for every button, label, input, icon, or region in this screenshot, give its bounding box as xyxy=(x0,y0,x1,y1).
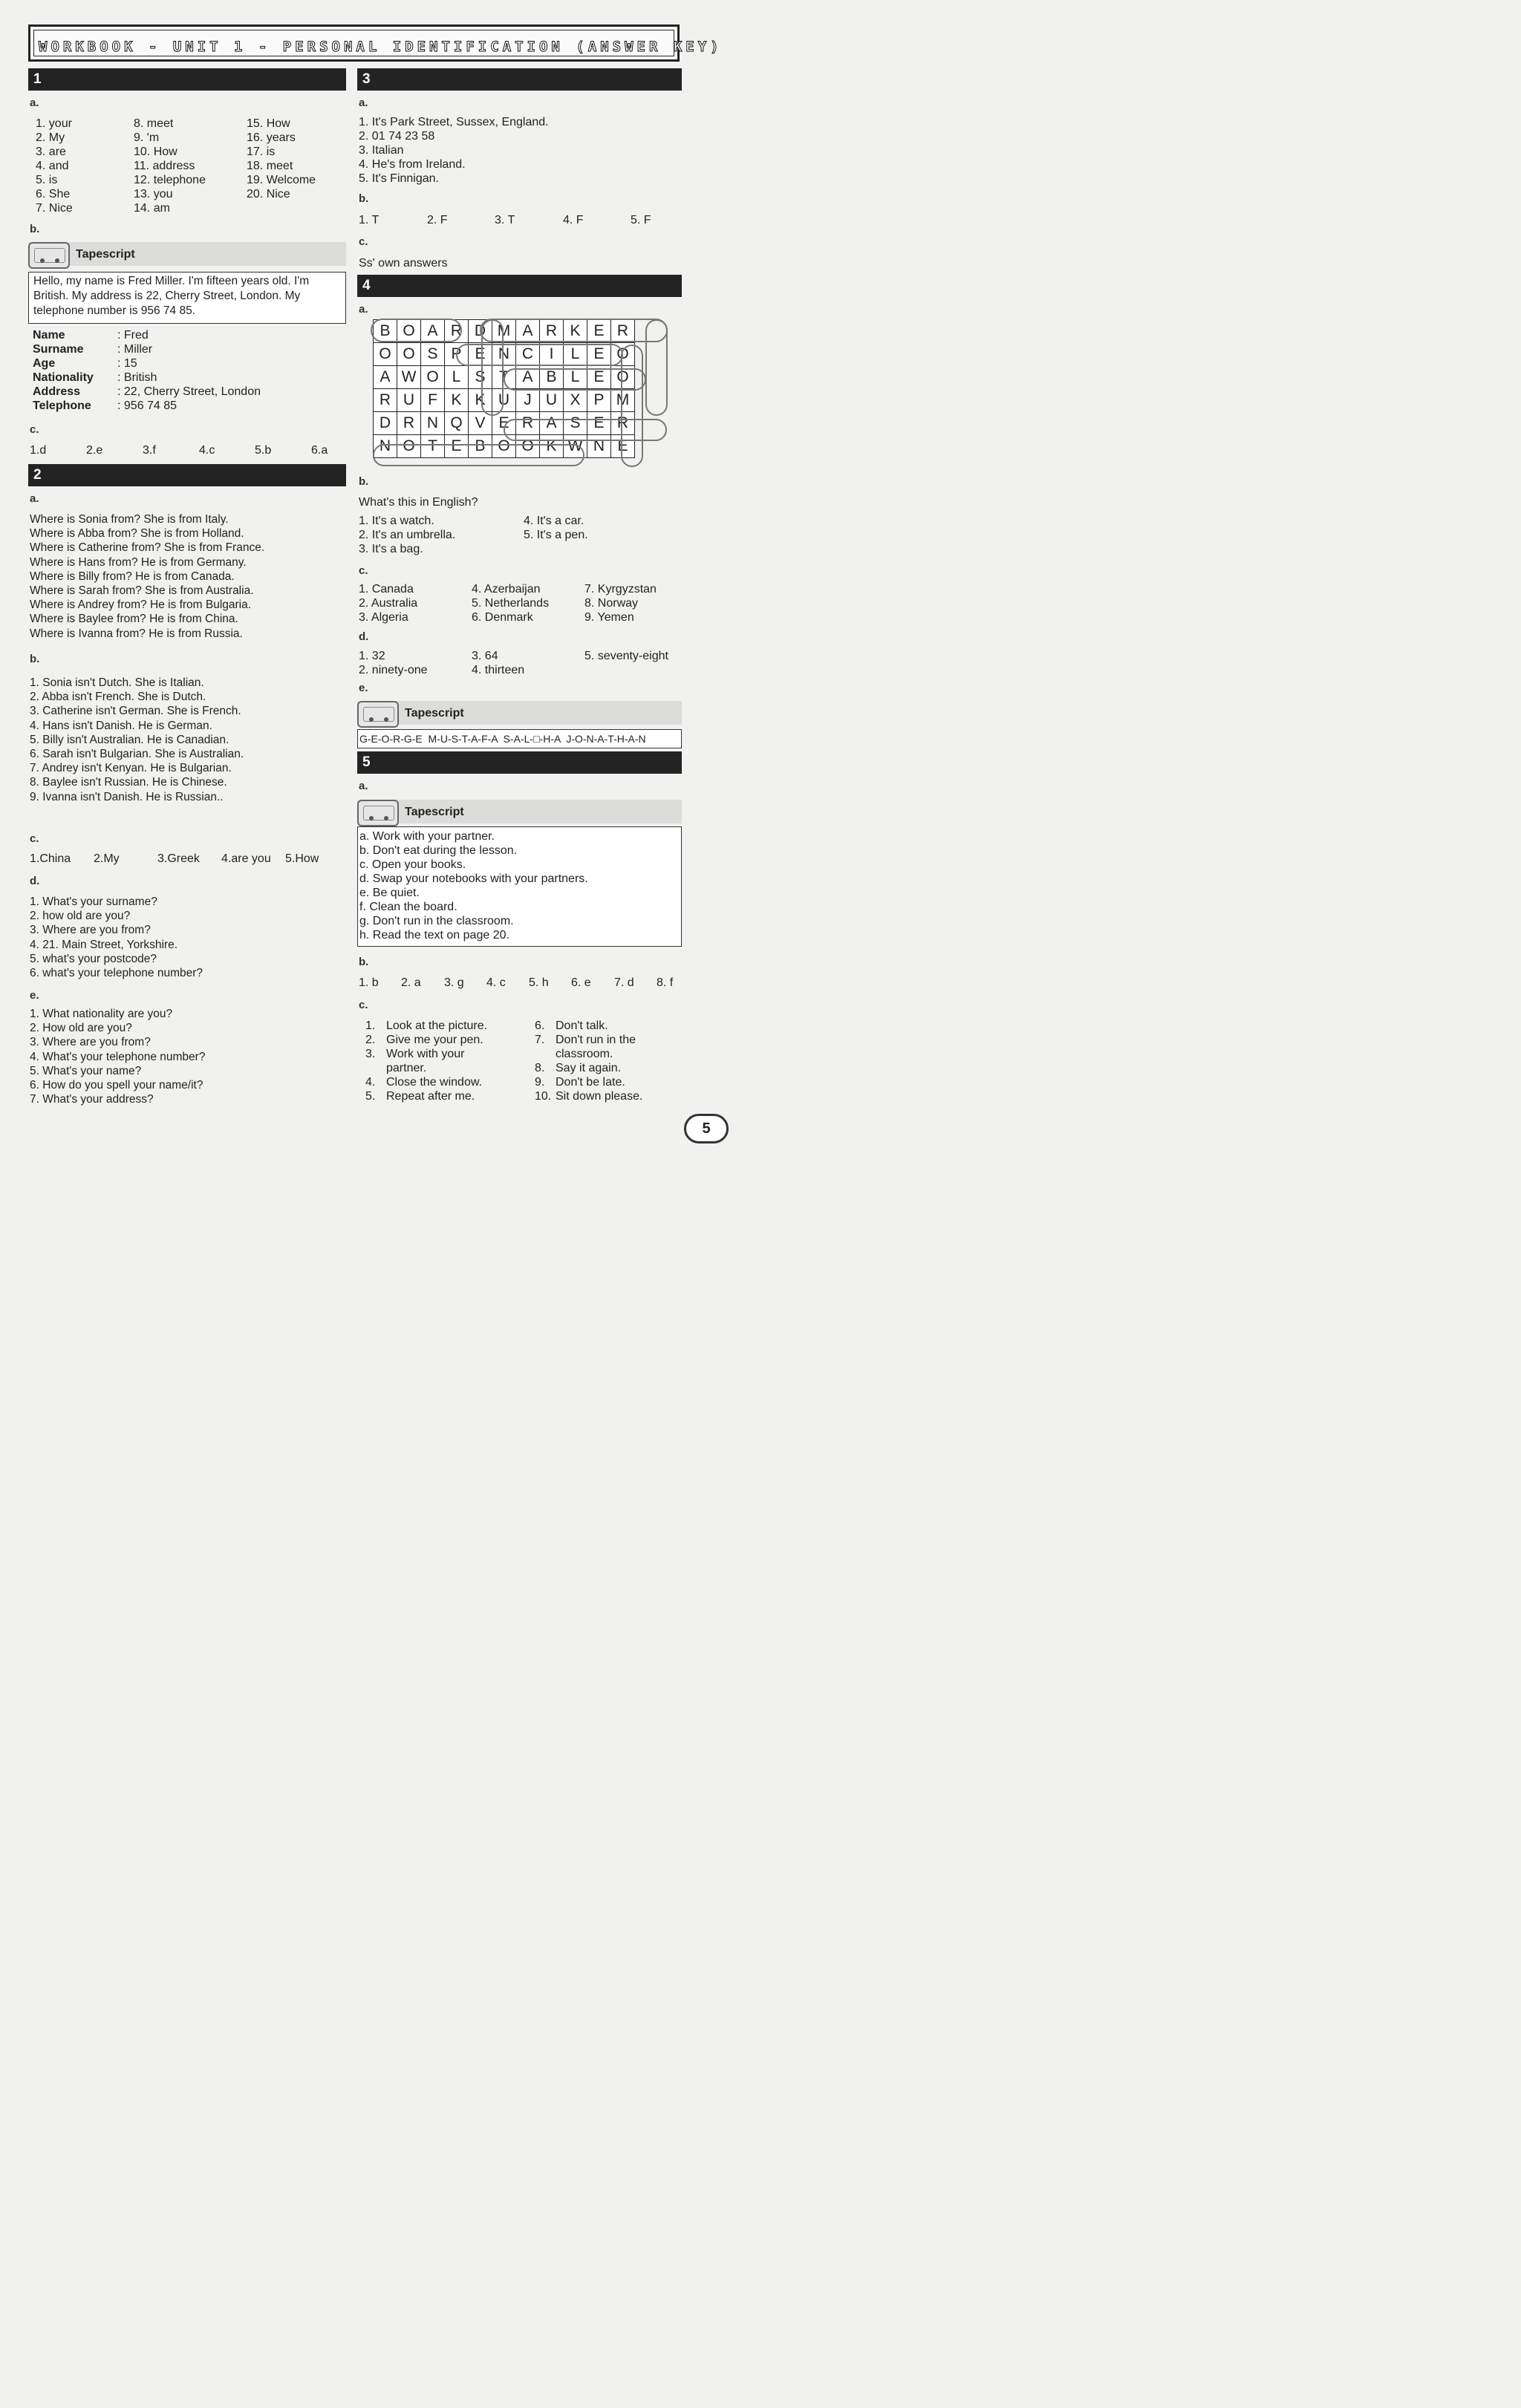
list-item: 3. Where are you from? xyxy=(30,924,151,937)
list-item: h. Read the text on page 20. xyxy=(359,929,509,942)
grid-cell: S xyxy=(564,412,587,435)
section-1-header xyxy=(28,68,346,91)
grid-cell: K xyxy=(469,389,492,412)
answer-item: 4.c xyxy=(199,444,215,457)
list-item: 6. Sarah isn't Bulgarian. She is Australian. xyxy=(30,748,244,761)
list-item: 3. Catherine isn't German. She is French. xyxy=(30,705,241,718)
spelled-names: G-E-O-R-G-E M-U-S-T-A-F-A S-A-L-□-H-A J-O-N-A-T-H-A-N xyxy=(359,733,646,745)
list-item: Where is Abba from? She is from Holland. xyxy=(30,527,244,541)
list-item: 1. It's a watch. xyxy=(359,515,434,527)
list-item: 4. thirteen xyxy=(472,664,525,676)
list-item: 6. She xyxy=(36,188,71,200)
exercise-label: b. xyxy=(359,956,369,968)
grid-cell: O xyxy=(611,343,635,366)
item-text: Look at the picture. xyxy=(386,1019,488,1032)
grid-cell: E xyxy=(587,412,611,435)
grid-cell: B xyxy=(374,320,397,343)
list-item: 5. It's a pen. xyxy=(524,529,588,541)
item-text: Say it again. xyxy=(556,1062,622,1074)
list-item: 3. It's a bag. xyxy=(359,543,423,555)
list-item: 2. ninety-one xyxy=(359,664,428,676)
grid-cell: O xyxy=(374,343,397,366)
grid-cell: Q xyxy=(445,412,469,435)
grid-cell: E xyxy=(445,435,469,458)
section-3-header xyxy=(357,68,682,91)
grid-cell: A xyxy=(516,320,540,343)
exercise-label: a. xyxy=(30,97,39,109)
list-item: 3. 64 xyxy=(472,650,498,662)
answer-item: 2. a xyxy=(401,976,421,989)
answer-list xyxy=(359,649,428,677)
grid-cell: R xyxy=(374,389,397,412)
list-item: Where is Ivanna from? He is from Russia. xyxy=(30,627,243,640)
list-item: 6. Denmark xyxy=(472,611,533,624)
word-search-puzzle xyxy=(373,319,635,458)
grid-cell: S xyxy=(421,343,445,366)
item-number xyxy=(535,1047,556,1061)
section-number: 1 xyxy=(33,71,42,87)
tapescript-box xyxy=(357,826,682,947)
section-number: 5 xyxy=(362,754,371,770)
answer-item: 1. b xyxy=(359,976,379,989)
grid-cell: S xyxy=(469,366,492,389)
grid-cell: I xyxy=(540,343,564,366)
grid-cell: K xyxy=(540,435,564,458)
list-item: Where is Sarah from? She is from Australia. xyxy=(30,584,254,598)
word-circle xyxy=(480,319,668,342)
exercise-label: c. xyxy=(30,423,39,436)
list-item: 1. 32 xyxy=(359,650,385,662)
grid-cell: R xyxy=(611,320,635,343)
field-label: Telephone xyxy=(33,399,91,412)
instruction-list xyxy=(535,1019,642,1103)
list-item: 7. Kyrgyzstan xyxy=(584,583,657,596)
item-text: Close the window. xyxy=(386,1076,482,1089)
exercise-label: c. xyxy=(30,832,39,845)
tapescript-header xyxy=(28,242,346,266)
list-item: 6. what's your telephone number? xyxy=(30,967,203,980)
item-text: Sit down please. xyxy=(556,1090,643,1103)
list-item: 11. address xyxy=(134,160,195,172)
grid-cell: O xyxy=(611,366,635,389)
field-label: Address xyxy=(33,385,81,398)
grid-cell: O xyxy=(492,435,516,458)
word-circle xyxy=(481,319,504,416)
list-item: 10. How xyxy=(134,146,177,158)
field-value: : British xyxy=(117,371,157,384)
list-item: b. Don't eat during the lesson. xyxy=(359,844,518,857)
grid-cell: V xyxy=(469,412,492,435)
grid-cell: R xyxy=(516,412,540,435)
list-item: 3. are xyxy=(36,146,66,158)
exercise-label: d. xyxy=(359,630,369,643)
answer-list xyxy=(247,117,316,201)
grid-cell: A xyxy=(421,320,445,343)
answer-list xyxy=(30,512,264,641)
header-banner-inner xyxy=(33,30,723,56)
grid-cell: O xyxy=(397,320,421,343)
section-4-header xyxy=(357,275,682,297)
item-number: 1. xyxy=(365,1019,376,1032)
tapescript-box xyxy=(357,729,682,748)
list-item: 5. What's your name? xyxy=(30,1064,142,1077)
answer-list xyxy=(359,582,417,624)
list-item: 2. Australia xyxy=(359,597,418,610)
answer-item: 3. T xyxy=(495,214,515,226)
exercise-label: a. xyxy=(359,303,368,316)
answer-list xyxy=(359,115,549,186)
grid-cell: A xyxy=(540,412,564,435)
list-item: 9. Yemen xyxy=(584,611,634,624)
list-item: 1. Canada xyxy=(359,583,414,596)
answer-item: 6. e xyxy=(571,976,591,989)
grid-cell: J xyxy=(516,389,540,412)
grid-cell: E xyxy=(587,343,611,366)
grid-cell: P xyxy=(445,343,469,366)
answer-item: 2.My xyxy=(94,852,120,865)
list-item: 13. you xyxy=(134,188,173,200)
exercise-label: a. xyxy=(30,492,39,505)
answer-item: 2. F xyxy=(427,214,448,226)
instruction-list xyxy=(365,1019,487,1103)
exercise-label: c. xyxy=(359,564,368,577)
grid-cell: N xyxy=(492,343,516,366)
matching-answers xyxy=(30,443,342,458)
item-text: partner. xyxy=(386,1062,427,1074)
answer-item: 1.d xyxy=(30,444,47,457)
grid-cell: A xyxy=(374,366,397,389)
answer-item: 4.are you xyxy=(221,852,271,865)
list-item: 19. Welcome xyxy=(247,174,316,186)
exercise-label: e. xyxy=(359,682,368,694)
list-item: 17. is xyxy=(247,146,276,158)
item-text: Work with your xyxy=(386,1048,465,1060)
answer-item: 5.How xyxy=(285,852,319,865)
answer-list xyxy=(36,117,73,215)
answer-list xyxy=(359,514,455,556)
list-item: 5. is xyxy=(36,174,58,186)
list-item: 9. 'm xyxy=(134,131,160,144)
grid-cell: T xyxy=(492,366,516,389)
list-item: 16. years xyxy=(247,131,296,144)
list-item: Where is Sonia from? She is from Italy. xyxy=(30,513,229,526)
page-title: WORKBOOK - UNIT 1 - PERSONAL IDENTIFICATION (ANSWER KEY) xyxy=(39,39,723,55)
grid-cell: U xyxy=(492,389,516,412)
grid-cell: E xyxy=(469,343,492,366)
field-value: : Miller xyxy=(117,343,153,356)
field-label: Age xyxy=(33,357,56,370)
answer-item: 1.China xyxy=(30,852,71,865)
exercise-label: c. xyxy=(359,235,368,248)
list-item: 3. Algeria xyxy=(359,611,408,624)
list-item: 2. Abba isn't French. She is Dutch. xyxy=(30,691,206,704)
answer-item: 3. g xyxy=(444,976,464,989)
list-item: 8. meet xyxy=(134,117,174,130)
list-item: Where is Billy from? He is from Canada. xyxy=(30,570,235,583)
list-item: 4. Hans isn't Danish. He is German. xyxy=(30,719,212,732)
list-item: 14. am xyxy=(134,202,170,215)
header-banner xyxy=(28,25,723,62)
list-item: 12. telephone xyxy=(134,174,206,186)
grid-cell: N xyxy=(421,412,445,435)
cassette-icon xyxy=(28,242,70,269)
exercise-label: b. xyxy=(30,653,40,665)
item-number: 2. xyxy=(365,1034,376,1046)
section-2-header xyxy=(28,464,346,486)
grid-cell: E xyxy=(587,320,611,343)
answer-list xyxy=(30,895,203,980)
exercise-label: d. xyxy=(30,875,40,887)
answer-item: 3.f xyxy=(143,444,156,457)
item-text: Don't be late. xyxy=(556,1076,625,1089)
grid-cell: C xyxy=(516,343,540,366)
item-text: Repeat after me. xyxy=(386,1090,475,1103)
answer-item: 4. F xyxy=(563,214,584,226)
list-item: 1. It's Park Street, Sussex, England. xyxy=(359,116,549,128)
grid-cell: O xyxy=(421,366,445,389)
list-item: Where is Hans from? He is from Germany. xyxy=(30,555,247,569)
item-number: 7. xyxy=(535,1034,545,1046)
grid-cell: B xyxy=(469,435,492,458)
answer-row xyxy=(30,852,342,867)
grid-cell: N xyxy=(374,435,397,458)
field-value: : 22, Cherry Street, London xyxy=(117,385,261,398)
list-item: d. Swap your notebooks with your partners. xyxy=(359,872,588,885)
list-item: 20. Nice xyxy=(247,188,290,200)
item-number: 4. xyxy=(365,1076,376,1089)
item-text: classroom. xyxy=(556,1048,613,1060)
word-circle xyxy=(373,444,584,466)
list-item: 5. what's your postcode? xyxy=(30,952,157,965)
exercise-label: b. xyxy=(359,192,369,205)
answer-list xyxy=(584,649,668,663)
grid-cell: F xyxy=(421,389,445,412)
own-answers-note: Ss' own answers xyxy=(359,257,448,270)
exercise-label: e. xyxy=(30,989,39,1002)
answer-item: 7. d xyxy=(614,976,634,989)
grid-cell: K xyxy=(445,389,469,412)
answer-list xyxy=(134,117,206,215)
grid-cell: T xyxy=(421,435,445,458)
list-item: 4. It's a car. xyxy=(524,515,584,527)
list-item: 1. Sonia isn't Dutch. She is Italian. xyxy=(30,676,204,689)
page-number: 5 xyxy=(684,1114,729,1143)
item-number: 6. xyxy=(535,1019,545,1032)
grid-cell: L xyxy=(564,343,587,366)
list-item: 7. Nice xyxy=(36,202,73,215)
grid-cell: R xyxy=(611,412,635,435)
answer-item: 5. h xyxy=(529,976,549,989)
answer-list xyxy=(30,1007,205,1106)
list-item: Where is Baylee from? He is from China. xyxy=(30,613,238,626)
item-number: 10. xyxy=(535,1090,552,1103)
grid-cell: L xyxy=(445,366,469,389)
item-text: Don't run in the xyxy=(556,1034,636,1046)
tapescript-title: Tapescript xyxy=(405,806,464,818)
tapescript-header xyxy=(357,800,682,823)
field-value: : Fred xyxy=(117,329,149,342)
exercise-label: b. xyxy=(30,223,40,235)
answer-list xyxy=(472,582,549,624)
field-label: Nationality xyxy=(33,371,94,384)
list-item: 5. Billy isn't Australian. He is Canadian. xyxy=(30,733,229,746)
grid-cell: W xyxy=(397,366,421,389)
answer-item: 5.b xyxy=(255,444,272,457)
list-item: 3. Italian xyxy=(359,144,404,157)
answer-list xyxy=(30,676,244,804)
answer-list xyxy=(472,649,524,677)
section-number: 3 xyxy=(362,71,371,87)
grid-cell: U xyxy=(397,389,421,412)
grid-cell: O xyxy=(397,343,421,366)
item-text: Give me your pen. xyxy=(386,1034,483,1046)
list-item: Where is Andrey from? He is from Bulgaria. xyxy=(30,598,252,612)
answer-item: 8. f xyxy=(657,976,674,989)
matching-answers xyxy=(359,976,678,991)
item-number xyxy=(365,1061,386,1075)
item-number: 9. xyxy=(535,1076,545,1089)
exercise-label: c. xyxy=(359,999,368,1011)
list-item: 7. Andrey isn't Kenyan. He is Bulgarian. xyxy=(30,762,232,775)
list-item: 7. What's your address? xyxy=(30,1093,154,1106)
list-item: 9. Ivanna isn't Danish. He is Russian.. xyxy=(30,790,224,803)
list-item: 8. Baylee isn't Russian. He is Chinese. xyxy=(30,776,227,789)
grid-cell: W xyxy=(564,435,587,458)
list-item: 4. He's from Ireland. xyxy=(359,158,466,171)
list-item: f. Clean the board. xyxy=(359,901,457,913)
grid-cell: X xyxy=(564,389,587,412)
list-item: 4. Azerbaijan xyxy=(472,583,541,596)
word-circle xyxy=(371,319,462,342)
exercise-label: b. xyxy=(359,475,369,488)
section-number: 2 xyxy=(33,467,42,483)
grid-cell: A xyxy=(516,366,540,389)
list-item: 2. 01 74 23 58 xyxy=(359,130,435,143)
tapescript-title: Tapescript xyxy=(405,707,464,720)
list-item: 8. Norway xyxy=(584,597,639,610)
list-item: 5. It's Finnigan. xyxy=(359,172,439,185)
grid-cell: R xyxy=(397,412,421,435)
answer-item: 6.a xyxy=(311,444,328,457)
list-item: 4. What's your telephone number? xyxy=(30,1050,206,1063)
grid-cell: L xyxy=(564,366,587,389)
word-circle xyxy=(645,319,668,416)
answer-item: 3.Greek xyxy=(157,852,200,865)
grid-cell: U xyxy=(540,389,564,412)
id-form xyxy=(33,328,261,413)
list-item: 4. 21. Main Street, Yorkshire. xyxy=(30,938,178,951)
item-number: 8. xyxy=(535,1062,545,1074)
field-label: Surname xyxy=(33,343,84,356)
grid-cell: P xyxy=(587,389,611,412)
grid-cell: M xyxy=(611,389,635,412)
grid-cell: E xyxy=(611,435,635,458)
answer-item: 4. c xyxy=(486,976,506,989)
grid-cell: K xyxy=(564,320,587,343)
list-item: 2. how old are you? xyxy=(30,910,131,923)
field-label: Name xyxy=(33,329,65,342)
list-item: 6. How do you spell your name/it? xyxy=(30,1079,203,1092)
grid-cell: B xyxy=(540,366,564,389)
grid-cell: M xyxy=(492,320,516,343)
tapescript-box xyxy=(28,272,346,324)
list-item: 1. your xyxy=(36,117,72,130)
answer-item: 5. F xyxy=(631,214,651,226)
list-item: 5. seventy-eight xyxy=(584,650,668,662)
field-value: : 15 xyxy=(117,357,137,370)
list-item: Where is Catherine from? She is from France. xyxy=(30,541,265,555)
list-item: 3. Where are you from? xyxy=(30,1036,151,1049)
item-text: Don't talk. xyxy=(556,1019,608,1032)
tapescript-header xyxy=(357,701,682,725)
answer-item: 2.e xyxy=(86,444,103,457)
item-number: 5. xyxy=(365,1090,376,1103)
grid-cell: O xyxy=(397,435,421,458)
grid-cell: D xyxy=(374,412,397,435)
section-number: 4 xyxy=(362,278,371,293)
item-number: 3. xyxy=(365,1048,376,1060)
exercise-label: a. xyxy=(359,780,368,792)
list-item: 5. Netherlands xyxy=(472,597,550,610)
section-5-header xyxy=(357,751,682,774)
grid-cell: O xyxy=(516,435,540,458)
list-item: 2. It's an umbrella. xyxy=(359,529,456,541)
answer-list xyxy=(524,514,588,542)
grid-cell: E xyxy=(492,412,516,435)
tapescript-text: Hello, my name is Fred Miller. I'm fifteen years old. I'm British. My address is 22, Cherry Street, London. My telephone number is 956 74 85. xyxy=(33,275,310,317)
list-item: 15. How xyxy=(247,117,290,130)
list-item: 4. and xyxy=(36,160,69,172)
answer-item: 1. T xyxy=(359,214,380,226)
list-item: 2. My xyxy=(36,131,65,144)
grid-cell: R xyxy=(445,320,469,343)
list-item: a. Work with your partner. xyxy=(359,830,495,843)
answer-list xyxy=(584,582,657,624)
cassette-icon xyxy=(357,701,399,728)
list-item: 18. meet xyxy=(247,160,293,172)
grid-cell: N xyxy=(587,435,611,458)
instruction-list xyxy=(359,829,680,942)
cassette-icon xyxy=(357,800,399,826)
list-item: 1. What nationality are you? xyxy=(30,1008,173,1020)
list-item: 2. How old are you? xyxy=(30,1022,132,1035)
grid-cell: R xyxy=(540,320,564,343)
tapescript-title: Tapescript xyxy=(76,248,135,261)
grid-cell: D xyxy=(469,320,492,343)
list-item: e. Be quiet. xyxy=(359,887,420,899)
question-text: What's this in English? xyxy=(359,496,478,509)
exercise-label: a. xyxy=(359,97,368,109)
field-value: : 956 74 85 xyxy=(117,399,177,412)
list-item: c. Open your books. xyxy=(359,858,466,871)
list-item: 1. What's your surname? xyxy=(30,895,157,908)
true-false-answers xyxy=(359,213,678,228)
list-item: g. Don't run in the classroom. xyxy=(359,915,514,927)
grid-cell: E xyxy=(587,366,611,389)
word-circle xyxy=(621,345,643,467)
